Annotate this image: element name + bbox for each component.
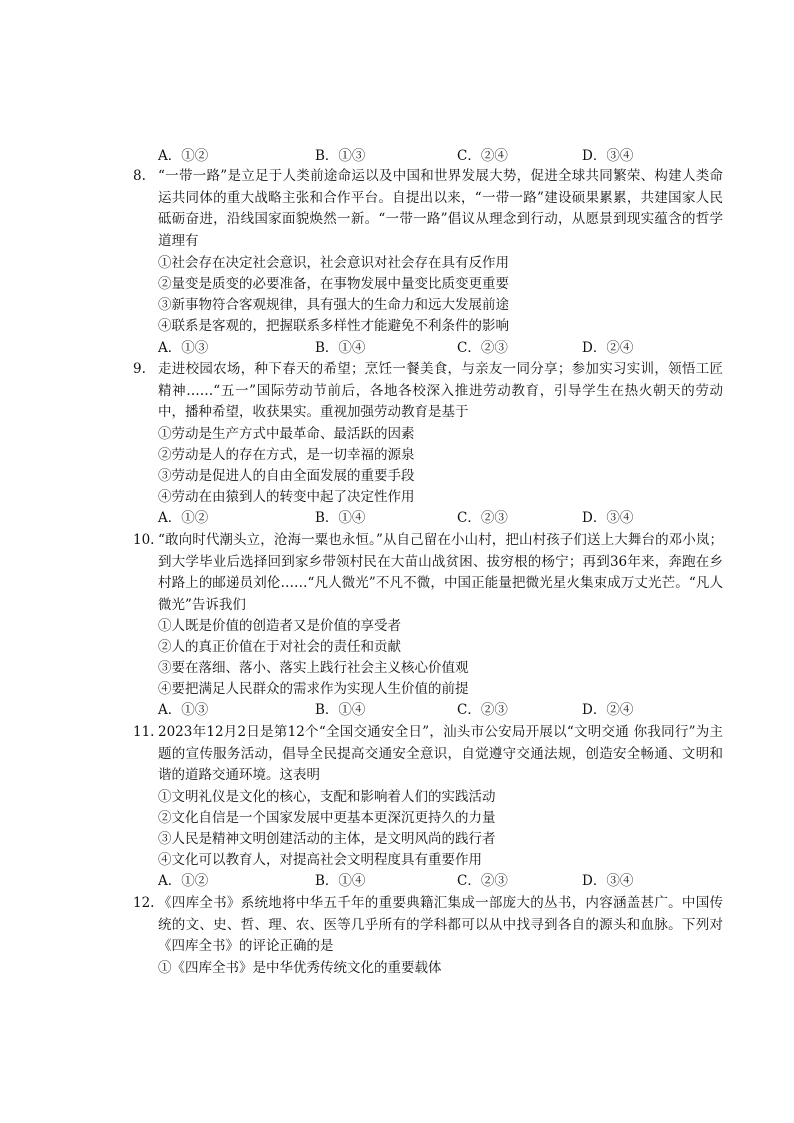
q10-option-a: A．①③ xyxy=(158,702,209,718)
q10-text: “敢向时代潮头立，沧海一粟也永恒。”从自己留在小山村，把山村孩子们送上大舞台的邓小岚；到大学毕业后选择回到家乡带领村民在大苗山战贫困、拔穷根的杨宁；再到36年来，奔跑在乡村路上的邮递员刘伦……“凡人微光”不凡不微，中国正能量把微光星火集束成万丈光芒。“凡人微光”告诉我们 xyxy=(158,532,723,613)
q8-item-2: ②量变是质变的必要准备，在事物发展中量变比质变更重要 xyxy=(158,276,509,292)
q9-item-2: ②劳动是人的存在方式，是一切幸福的源泉 xyxy=(158,447,415,463)
q9-number: 9. xyxy=(133,361,146,377)
q10-option-d: D．②④ xyxy=(582,702,634,718)
q11-text: 2023年12月2日是第12个“全国交通安全日”，汕头市公安局开展以“文明交通 你我同行”为主题的宣传服务活动，倡导全民提高交通安全意识，自觉遵守交通法规，创造安全畅通、文明和谐的道路交通环境。这表明 xyxy=(158,724,723,783)
q11-stem xyxy=(133,722,723,787)
q9-option-a: A．①② xyxy=(158,510,209,526)
q12-number: 12. xyxy=(133,895,155,911)
q7-option-a: A．①② xyxy=(158,148,209,164)
q9-text: 走进校园农场，种下春天的希望；烹饪一餐美食，与亲友一同分享；参加实习实训，领悟工匠精神……“五一”国际劳动节前后，各地各校深入推进劳动教育，引导学生在热火朝天的劳动中，播种希望，收获果实。重视加强劳动教育是基于 xyxy=(158,361,723,420)
q8-item-4: ④联系是客观的，把握联系多样性才能避免不利条件的影响 xyxy=(158,318,509,334)
q11-option-a: A．①② xyxy=(158,873,209,889)
q11-option-c: C．②③ xyxy=(457,873,508,889)
q10-item-2: ②人的真正价值在于对社会的责任和贡献 xyxy=(158,639,401,655)
q12-stem xyxy=(133,893,723,958)
q8-stem xyxy=(133,166,723,252)
q8-item-3: ③新事物符合客观规律，具有强大的生命力和远大发展前途 xyxy=(158,297,509,313)
q7-option-b: B．①③ xyxy=(315,148,366,164)
q9-option-c: C．②③ xyxy=(457,510,508,526)
q8-option-b: B．①④ xyxy=(315,340,366,356)
q11-option-b: B．①④ xyxy=(315,873,366,889)
q10-stem xyxy=(133,530,723,616)
q11-item-2: ②文化自信是一个国家发展中更基本更深沉更持久的力量 xyxy=(158,810,496,826)
q12-item-1: ①《四库全书》是中华优秀传统文化的重要载体 xyxy=(158,960,442,976)
q9-item-3: ③劳动是促进人的自由全面发展的重要手段 xyxy=(158,468,415,484)
q8-number: 8. xyxy=(133,168,146,184)
q10-item-4: ④要把满足人民群众的需求作为实现人生价值的前提 xyxy=(158,681,469,697)
q9-option-b: B．①④ xyxy=(315,510,366,526)
q11-item-4: ④文化可以教育人，对提高社会文明程度具有重要作用 xyxy=(158,852,482,868)
q9-item-1: ①劳动是生产方式中最革命、最活跃的因素 xyxy=(158,426,415,442)
q8-option-c: C．②③ xyxy=(457,340,508,356)
q7-option-d: D．③④ xyxy=(582,148,634,164)
q9-item-4: ④劳动在由猿到人的转变中起了决定性作用 xyxy=(158,489,415,505)
q10-number: 10. xyxy=(133,532,155,548)
q7-option-c: C．②④ xyxy=(457,148,508,164)
q8-option-d: D．②④ xyxy=(582,340,634,356)
q11-number: 11. xyxy=(133,724,155,740)
q11-item-1: ①文明礼仪是文化的核心，支配和影响着人们的实践活动 xyxy=(158,789,496,805)
q8-option-a: A．①③ xyxy=(158,340,209,356)
q8-item-1: ①社会存在决定社会意识，社会意识对社会存在具有反作用 xyxy=(158,255,509,271)
q12-text: 《四库全书》系统地将中华五千年的重要典籍汇集成一部庞大的丛书，内容涵盖甚广。中国传统的文、史、哲、理、农、医等几乎所有的学科都可以从中找寻到各自的源头和血脉。下列对《四库全书》的评论正确的是 xyxy=(158,895,723,954)
q10-item-3: ③要在落细、落小、落实上践行社会主义核心价值观 xyxy=(158,660,469,676)
q8-text: “一带一路”是立足于人类前途命运以及中国和世界发展大势，促进全球共同繁荣、构建人类命运共同体的重大战略主张和合作平台。自提出以来，“一带一路”建设硕果累累，共建国家人民砥砺奋进，沿线国家面貌焕然一新。“一带一路”倡议从理念到行动，从愿景到现实蕴含的哲学道理有 xyxy=(158,168,723,249)
q10-option-c: C．②③ xyxy=(457,702,508,718)
q9-stem xyxy=(133,359,723,424)
q9-option-d: D．③④ xyxy=(582,510,634,526)
q10-item-1: ①人既是价值的创造者又是价值的享受者 xyxy=(158,618,401,634)
q10-option-b: B．①④ xyxy=(315,702,366,718)
q11-option-d: D．③④ xyxy=(582,873,634,889)
q11-item-3: ③人民是精神文明创建活动的主体，是文明风尚的践行者 xyxy=(158,831,496,847)
